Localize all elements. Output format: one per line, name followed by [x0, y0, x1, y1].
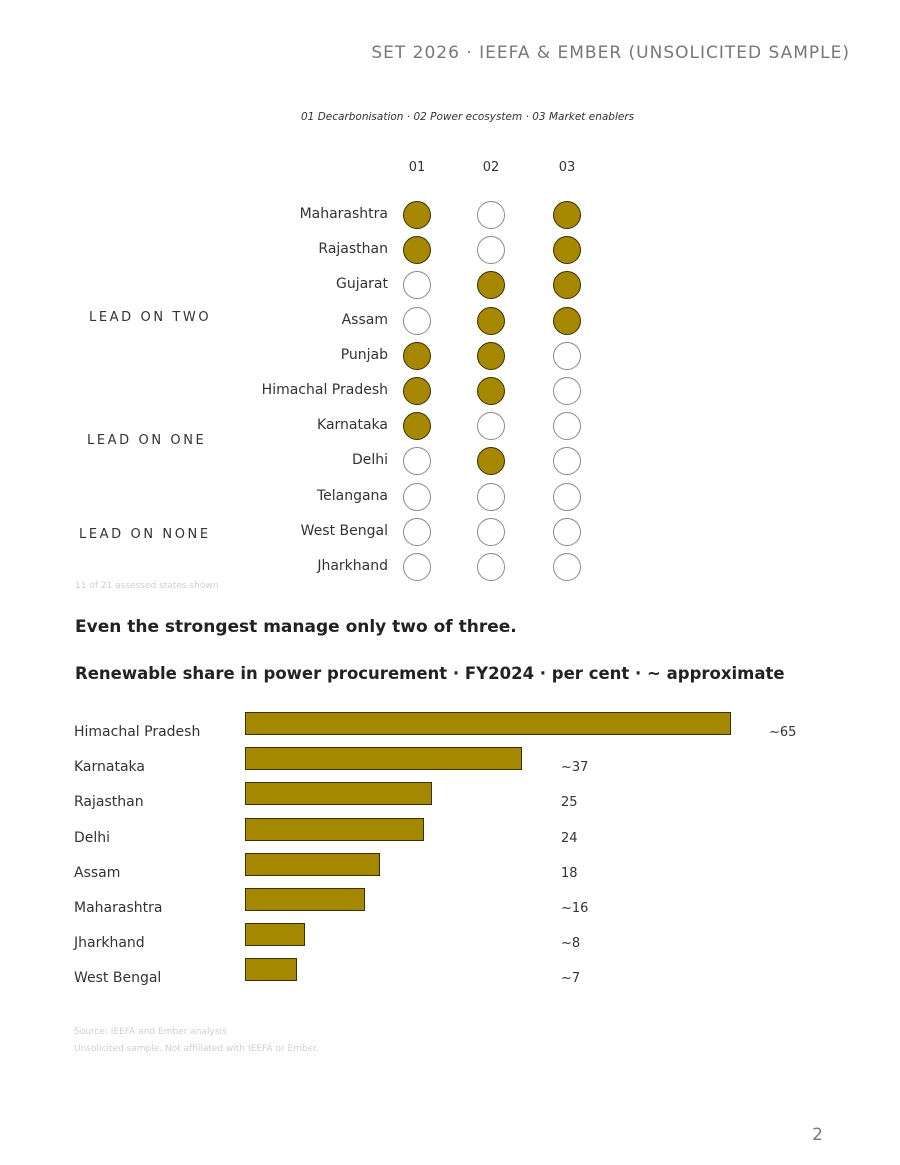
matrix-state-label-himachal-pradesh: Himachal Pradesh — [261, 382, 388, 398]
matrix-dot-telangana-02 — [477, 483, 505, 511]
matrix-dot-punjab-01 — [403, 342, 431, 370]
bar-value-west-bengal: ~7 — [561, 971, 581, 987]
page-number: 2 — [812, 1125, 823, 1145]
matrix-dot-assam-01 — [403, 307, 431, 335]
bar-delhi — [245, 818, 424, 841]
report-header: SET 2026 · IEEFA & EMBER (UNSOLICITED SAMPLE) — [371, 43, 850, 63]
group-label-lead-on-none: LEAD ON NONE — [79, 527, 211, 542]
matrix-dot-delhi-02 — [477, 447, 505, 475]
matrix-footnote: 11 of 21 assessed states shown — [75, 581, 219, 591]
matrix-state-label-maharashtra: Maharashtra — [299, 206, 388, 222]
matrix-dot-west-bengal-01 — [403, 518, 431, 546]
bar-value-rajasthan: 25 — [561, 795, 578, 811]
bar-rajasthan — [245, 782, 432, 805]
matrix-dot-west-bengal-02 — [477, 518, 505, 546]
matrix-dot-telangana-03 — [553, 483, 581, 511]
matrix-state-label-gujarat: Gujarat — [335, 276, 388, 293]
matrix-dot-assam-02 — [477, 307, 505, 335]
bar-label-west-bengal: West Bengal — [74, 970, 162, 987]
matrix-dot-himachal-pradesh-02 — [477, 377, 505, 405]
matrix-dot-west-bengal-03 — [553, 518, 581, 546]
bar-value-assam: 18 — [561, 865, 578, 881]
matrix-state-label-west-bengal: West Bengal — [300, 522, 388, 539]
bar-value-himachal-pradesh: ~65 — [769, 725, 797, 740]
matrix-dot-karnataka-01 — [403, 412, 431, 440]
matrix-state-label-punjab: Punjab — [340, 346, 388, 363]
matrix-dot-karnataka-02 — [477, 412, 505, 440]
matrix-dot-maharashtra-02 — [477, 201, 505, 229]
matrix-column-header-02: 02 — [482, 160, 500, 175]
matrix-column-header-03: 03 — [558, 160, 576, 175]
matrix-state-label-delhi: Delhi — [351, 452, 388, 469]
bar-chart-title: Renewable share in power procurement · FY2024 · per cent · ~ approximate — [75, 664, 785, 683]
bar-karnataka — [245, 747, 522, 770]
matrix-state-label-rajasthan: Rajasthan — [318, 241, 388, 258]
matrix-dot-maharashtra-03 — [553, 201, 581, 229]
group-label-lead-on-two: LEAD ON TWO — [89, 310, 212, 325]
matrix-dot-punjab-02 — [477, 342, 505, 370]
matrix-dot-rajasthan-01 — [403, 236, 431, 264]
matrix-dot-jharkhand-01 — [403, 553, 431, 581]
matrix-state-label-karnataka: Karnataka — [317, 417, 388, 434]
bar-value-jharkhand: ~8 — [561, 936, 581, 952]
matrix-dot-rajasthan-02 — [477, 236, 505, 264]
bar-label-jharkhand: Jharkhand — [74, 935, 145, 952]
bar-label-rajasthan: Rajasthan — [74, 794, 144, 811]
bar-label-assam: Assam — [74, 864, 121, 881]
group-label-lead-on-one: LEAD ON ONE — [87, 433, 207, 448]
bar-value-karnataka: ~37 — [561, 760, 589, 776]
matrix-dot-punjab-03 — [553, 342, 581, 370]
matrix-column-header-01: 01 — [408, 160, 426, 175]
matrix-dot-gujarat-01 — [403, 271, 431, 299]
bar-label-maharashtra: Maharashtra — [74, 900, 163, 916]
matrix-dot-telangana-01 — [403, 483, 431, 511]
bar-value-maharashtra: ~16 — [561, 901, 589, 916]
matrix-dot-gujarat-03 — [553, 271, 581, 299]
matrix-dot-maharashtra-01 — [403, 201, 431, 229]
bar-label-delhi: Delhi — [74, 829, 111, 846]
matrix-dot-jharkhand-03 — [553, 553, 581, 581]
takeaway-heading: Even the strongest manage only two of three. — [75, 617, 517, 637]
disclaimer-note: Unsolicited sample. Not affiliated with IEEFA or Ember. — [74, 1044, 319, 1054]
matrix-dot-karnataka-03 — [553, 412, 581, 440]
matrix-dot-assam-03 — [553, 307, 581, 335]
matrix-dot-himachal-pradesh-03 — [553, 377, 581, 405]
bar-himachal-pradesh — [245, 712, 731, 735]
matrix-dot-gujarat-02 — [477, 271, 505, 299]
bar-west-bengal — [245, 958, 297, 981]
bar-assam — [245, 853, 380, 876]
matrix-state-label-telangana: Telangana — [316, 487, 388, 504]
matrix-dot-delhi-01 — [403, 447, 431, 475]
matrix-legend: 01 Decarbonisation · 02 Power ecosystem · 03 Market enablers — [301, 111, 635, 123]
source-note: Source: IEEFA and Ember analysis — [74, 1027, 227, 1037]
matrix-dot-rajasthan-03 — [553, 236, 581, 264]
bar-label-himachal-pradesh: Himachal Pradesh — [74, 724, 201, 740]
matrix-state-label-jharkhand: Jharkhand — [317, 558, 388, 574]
bar-label-karnataka: Karnataka — [74, 759, 145, 776]
bar-maharashtra — [245, 888, 365, 911]
matrix-dot-jharkhand-02 — [477, 553, 505, 581]
matrix-dot-himachal-pradesh-01 — [403, 377, 431, 405]
matrix-state-label-assam: Assam — [341, 311, 388, 328]
bar-jharkhand — [245, 923, 305, 946]
bar-value-delhi: 24 — [561, 830, 578, 846]
matrix-dot-delhi-03 — [553, 447, 581, 475]
